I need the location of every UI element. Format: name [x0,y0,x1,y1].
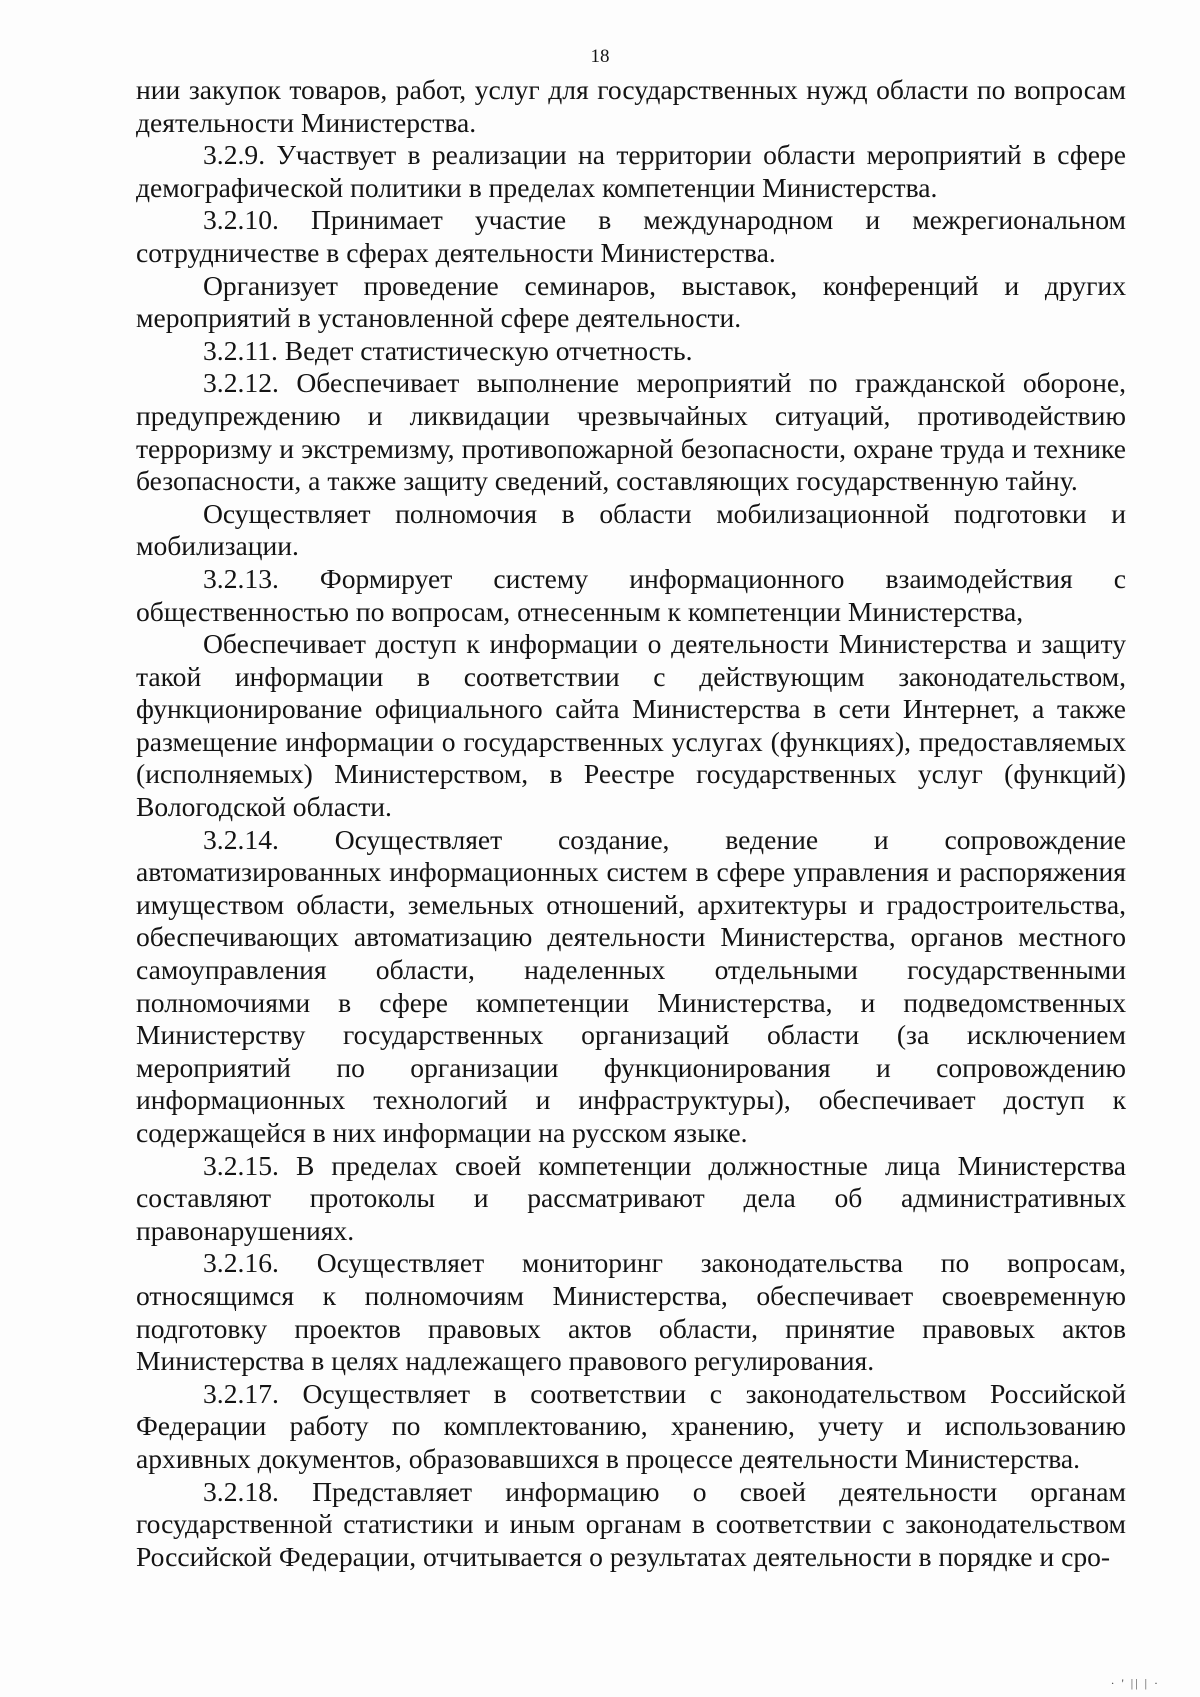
paragraph: Осуществляет полномочия в области мобилизационной подготовки и мобилизации. [136,497,1126,562]
paragraph: 3.2.11. Ведет статистическую отчетность. [203,334,693,366]
paragraph: 3.2.12. Обеспечивает выполнение мероприятий по гражданской обороне, предупреждению и ликвидации чрезвычайных ситуаций, противодействию терроризму и экстремизму, противопожарной безопасности, охране труда и технике безопасности, а также защиту сведений, составляющих государственную тайну. [136,367,1126,497]
paragraph: 3.2.10. Принимает участие в международном и межрегиональном сотрудничестве в сферах деятельности Министерства. [136,204,1126,268]
paragraph: 3.2.14. Осуществляет создание, ведение и сопровождение автоматизированных информационных систем в сфере управления и распоряжения имуществом области, земельных отношений, архитектуры и градостроительства, обеспечивающих автоматизацию деятельности Министерства, органов местного самоуправления области, наделенных отдельными государственными полномочиями в сфере компетенции Министерства, и подведомственных Министерству государственных организаций области (за исключением мероприятий по организации функционирования и сопровождению информационных технологий и инфраструктуры), обеспечивает доступ к содержащейся в них информации на русском языке. [136,823,1126,1148]
paragraph: 3.2.9. Участвует в реализации на территории области мероприятий в сфере демографической политики в пределах компетенции Министерства. [136,139,1126,203]
scan-artifact: · ' || | · [1110,1676,1160,1690]
paragraph: 3.2.16. Осуществляет мониторинг законодательства по вопросам, относящимся к полномочиям Министерства, обеспечивает своевременную подготовку проектов правовых актов области, принятие правовых актов Министерства в целях надлежащего правового регулирования. [136,1247,1126,1377]
paragraph: нии закупок товаров, работ, услуг для государственных нужд области по вопросам деятельности Министерства. [136,74,1126,138]
paragraph: 3.2.18. Представляет информацию о своей деятельности органам государственной статистики и иным органам в соответствии с законодательством Российской Федерации, отчитывается о результатах деятельности в порядке и сро- [136,1475,1126,1572]
page-number: 18 [590,46,610,67]
paragraph: Организует проведение семинаров, выставок, конференций и других мероприятий в установленной сфере деятельности. [136,269,1126,334]
paragraph: 3.2.13. Формирует систему информационного взаимодействия с общественностью по вопросам, отнесенным к компетенции Министерства, [136,562,1126,627]
document-body [136,74,1126,1573]
paragraph: 3.2.15. В пределах своей компетенции должностные лица Министерства составляют протоколы и рассматривают дела об административных правонарушениях. [136,1149,1126,1246]
paragraph: 3.2.17. Осуществляет в соответствии с законодательством Российской Федерации работу по комплектованию, хранению, учету и использованию архивных документов, образовавшихся в процессе деятельности Министерства. [136,1377,1126,1474]
paragraph: Обеспечивает доступ к информации о деятельности Министерства и защиту такой информации в соответствии с действующим законодательством, функционирование официального сайта Министерства в сети Интернет, а также размещение информации о государственных услугах (функциях), предоставляемых (исполняемых) Министерством, в Реестре государственных услуг (функций) Вологодской области. [136,628,1126,823]
